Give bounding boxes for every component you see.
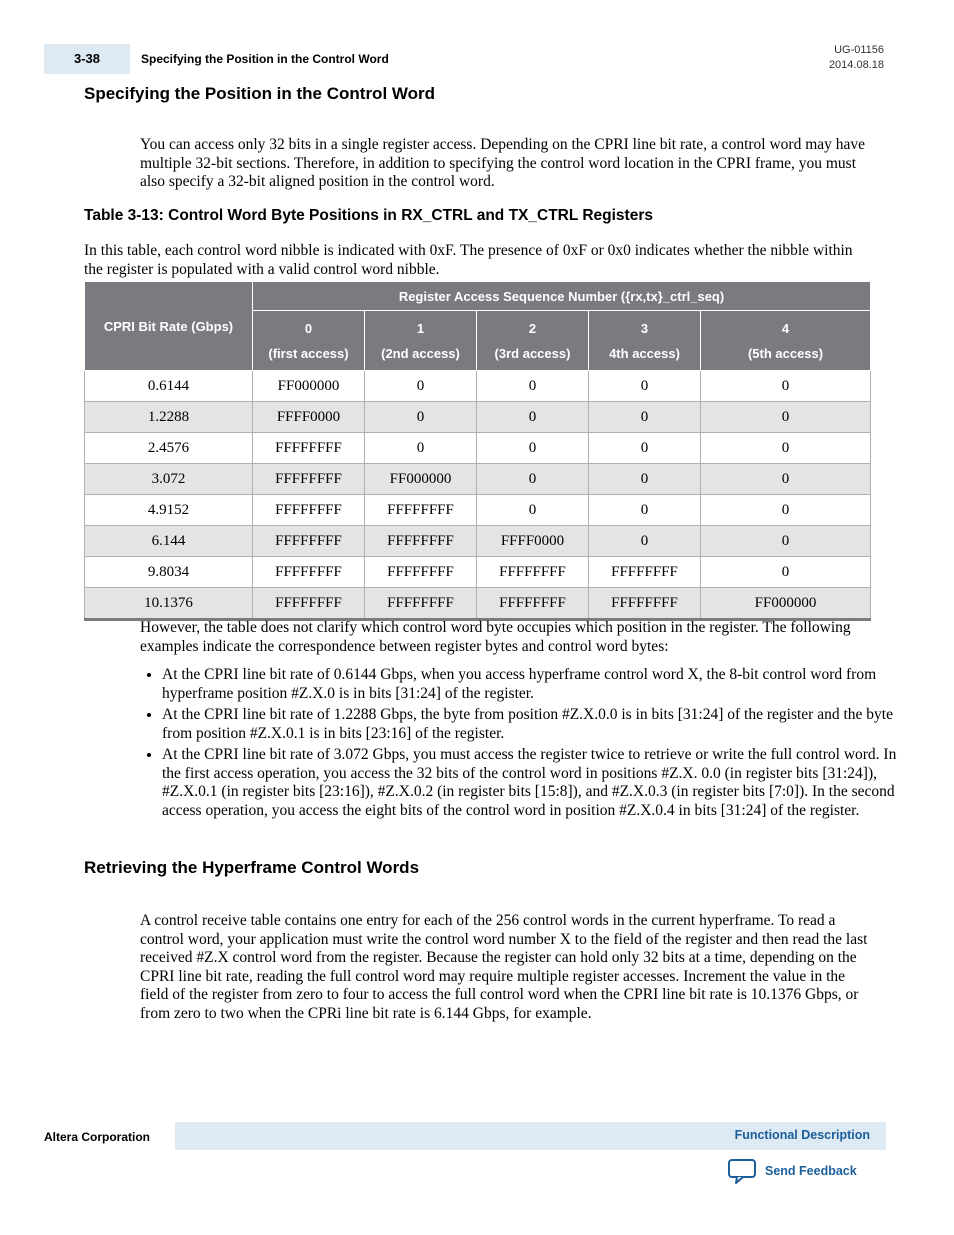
table-row [85,464,871,495]
table-column-header [365,311,477,371]
register-value-cell: 0 [701,495,871,526]
bit-rate-cell: 0.6144 [85,371,253,402]
register-value-cell: 0 [477,371,589,402]
register-value-cell: FFFFFFFF [253,588,365,620]
register-value-cell: 0 [365,433,477,464]
register-value-cell: FFFFFFFF [253,557,365,588]
send-feedback-button[interactable] [727,1158,857,1184]
table-row-header: CPRI Bit Rate (Gbps) [85,282,253,371]
register-value-cell: 0 [365,371,477,402]
bit-rate-cell: 6.144 [85,526,253,557]
register-value-cell: 0 [701,464,871,495]
column-number: 2 [528,320,537,336]
table-row [85,588,871,620]
table-row [85,402,871,433]
register-value-cell: 0 [589,433,701,464]
register-value-cell: FFFFFFFF [477,588,589,620]
register-value-cell: FF000000 [701,588,871,620]
register-value-cell: 0 [365,402,477,433]
register-value-cell: 0 [589,464,701,495]
column-label: (2nd access) [381,345,460,361]
table-row [85,495,871,526]
register-value-cell: 0 [701,402,871,433]
register-value-cell: FFFFFFFF [253,464,365,495]
register-value-cell: 0 [701,433,871,464]
table-column-header [701,311,871,371]
column-label: (3rd access) [494,345,571,361]
register-value-cell: FFFF0000 [253,402,365,433]
column-label: (5th access) [747,345,824,361]
register-value-cell: 0 [589,495,701,526]
table-column-header [253,311,365,371]
register-value-cell: 0 [477,464,589,495]
register-value-cell: FFFFFFFF [477,557,589,588]
section-paragraph-position: You can access only 32 bits in a single register access. Depending on the CPRI line bit rate, a control word may have multiple 32-bit sections. Therefore, in addition to specifying the control word location in the CPRI frame, you must also specify a 32-bit aligned position in the control word. [140,136,866,190]
register-value-cell: FFFFFFFF [365,495,477,526]
speech-bubble-icon [727,1158,757,1184]
register-value-cell: FFFFFFFF [589,588,701,620]
page-number: 3-38 [74,51,101,66]
table-caption: Table 3-13: Control Word Byte Positions in RX_CTRL and TX_CTRL Registers [84,207,653,224]
register-value-cell: FFFFFFFF [253,526,365,557]
section-heading-position: Specifying the Position in the Control Word [84,84,436,103]
header-title: Specifying the Position in the Control Word [141,52,389,66]
register-value-cell: FFFFFFFF [253,495,365,526]
section-paragraph-retrieving: A control receive table contains one entry for each of the 256 control words in the current hyperframe. To read a control word, your application must write the control word number X to the field of the register and then read the last received #Z.X control word from the register. Because the register can hold only 32 bits at a time, depending on the CPRI line bit rate, reading the full control word may require multiple register accesses. Increment the value in the field of the register from zero to four to access the full control word when the CPRI line bit rate is 10.1376 Gbps, or from zero to two when the CPRi line bit rate is 6.144 Gbps, for example. [140,912,868,1022]
column-number: 1 [416,320,425,336]
table-row [85,433,871,464]
column-number: 4 [781,320,790,336]
register-value-cell: 0 [701,526,871,557]
register-value-cell: FFFFFFFF [365,526,477,557]
table-column-header [477,311,589,371]
register-value-cell: 0 [701,371,871,402]
register-value-cell: FFFFFFFF [365,588,477,620]
send-feedback-label: Send Feedback [765,1164,857,1178]
doc-id-block [829,43,884,73]
bit-rate-cell: 1.2288 [85,402,253,433]
register-value-cell: 0 [589,371,701,402]
register-value-cell: 0 [701,557,871,588]
chapter-link[interactable]: Functional Description [734,1128,870,1142]
after-table-paragraph: However, the table does not clarify which control word byte occupies which position in the register. The following examples indicate the correspondence between register bytes and control word bytes: [140,619,851,655]
register-value-cell: 0 [589,526,701,557]
bit-rate-cell: 4.9152 [85,495,253,526]
column-label: 4th access) [609,345,680,361]
examples-list [140,666,902,823]
register-value-cell: 0 [589,402,701,433]
register-value-cell: 0 [477,495,589,526]
bit-rate-cell: 2.4576 [85,433,253,464]
table-group-header: Register Access Sequence Number ({rx,tx}_ctrl_seq) [253,282,871,311]
register-value-cell: FFFF0000 [477,526,589,557]
list-item: • At the CPRI line bit rate of 0.6144 Gbps, when you access hyperframe control word X, the 8-bit control word from hyperframe position #Z.X.0 is in bits [31:24] of the register. [162,666,902,703]
table-row [85,371,871,402]
register-value-cell: FF000000 [253,371,365,402]
company-name: Altera Corporation [44,1130,151,1144]
list-item: • At the CPRI line bit rate of 1.2288 Gbps, the byte from position #Z.X.0.0 is in bits [31:24] of the register and the byte from position #Z.X.0.1 is in bits [23:16] of the register. [162,706,902,743]
register-value-cell: FFFFFFFF [589,557,701,588]
table-row [85,526,871,557]
control-word-table [84,281,871,621]
register-value-cell: 0 [477,402,589,433]
register-value-cell: FFFFFFFF [365,557,477,588]
bit-rate-cell: 9.8034 [85,557,253,588]
table-column-header [589,311,701,371]
bit-rate-cell: 3.072 [85,464,253,495]
bit-rate-cell: 10.1376 [85,588,253,620]
register-value-cell: FFFFFFFF [253,433,365,464]
register-value-cell: 0 [477,433,589,464]
column-number: 3 [640,320,649,336]
column-label: (first access) [268,345,349,361]
register-value-cell: FF000000 [365,464,477,495]
section-heading-retrieving: Retrieving the Hyperframe Control Words [84,858,420,877]
table-row [85,557,871,588]
column-number: 0 [304,320,313,336]
list-item: • At the CPRI line bit rate of 3.072 Gbps, you must access the register twice to retrieve or write the full control word. In the first access operation, you access the 32 bits of the control word in positions #Z.X. 0.0 (in register bits [31:24]), #Z.X.0.1 (in register bits [23:16]), #Z.X.0.2 (in register bits [15:8]), and #Z.X.0.3 (in register bits [7:0]). In the second access operation, you access the eight bits of the control word in position #Z.X.0.4 in bits [31:24] of the register. [162,746,902,820]
doc-date: 2014.08.18 [828,59,884,71]
table-intro: In this table, each control word nibble is indicated with 0xF. The presence of 0xF or 0x0 indicates whether the nibble within the register is populated with a valid control word nibble. [84,242,853,278]
doc-id: UG-01156 [834,44,884,56]
